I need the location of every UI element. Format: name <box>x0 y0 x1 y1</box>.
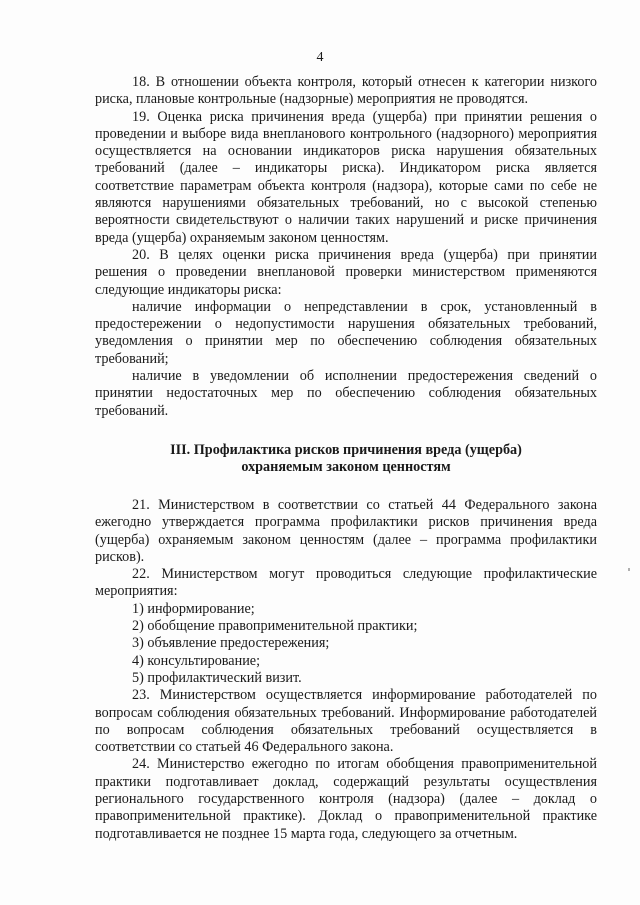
paragraph-22: 22. Министерством могут проводиться следующие профилактические мероприятия: <box>95 566 597 600</box>
measure-item-2: 2) обобщение правоприменительной практики; <box>132 618 418 635</box>
measure-item-4: 4) консультирование; <box>132 652 261 669</box>
paragraph-18: 18. В отношении объекта контроля, который отнесен к категории низкого риска, плановые контрольные (надзорные) мероприятия не проводятся. <box>95 74 597 108</box>
page-number: 4 <box>316 50 324 65</box>
risk-indicator-1: наличие информации о непредставлении в срок, установленный в предостережении о недопустимости нарушения обязательных требований, уведомления о принятии мер по обеспечению соблюдения обязательных требований; <box>95 298 597 367</box>
section-heading <box>95 442 597 477</box>
measure-item-1: 1) информирование; <box>132 600 255 617</box>
section-heading-line-2: охраняемым законом ценностям <box>241 459 451 476</box>
paragraph-20: 20. В целях оценки риска причинения вреда (ущерба) при принятии решения о проведении внеплановой проверки министерством применяются следующие индикаторы риска: <box>95 246 597 298</box>
paragraph-21: 21. Министерством в соответствии со статьей 44 Федерального закона ежегодно утверждается программа профилактики рисков причинения вреда (ущерба) охраняемым законом ценностям (далее – программа профилактики рисков). <box>95 496 597 565</box>
measure-item-3: 3) объявление предостережения; <box>132 635 330 652</box>
section-heading-line-1: III. Профилактика рисков причинения вреда (ущерба) <box>170 441 522 458</box>
paragraph-23: 23. Министерством осуществляется информирование работодателей по вопросам соблюдения обязательных требований. Информирование работодателей по вопросам соблюдения обязательных требований осуществляется в соответствии со статьей 46 Федерального закона. <box>95 687 597 756</box>
risk-indicator-2: наличие в уведомлении об исполнении предостережения сведений о принятии недостаточных мер по обеспечению соблюдения обязательных требований. <box>95 368 597 419</box>
measure-item-5: 5) профилактический визит. <box>132 669 302 686</box>
scan-mark <box>628 568 630 571</box>
paragraph-19: 19. Оценка риска причинения вреда (ущерба) при принятии решения о проведении и выборе вида внепланового контрольного (надзорного) мероприятия осуществляется на основании индикаторов риска нарушения обязательных требований (далее – индикаторы риска). Индикатором риска является соответствие параметрам объекта контроля (надзора), которые сами по себе не являются нарушениями обязательных требований, но с высокой степенью вероятности свидетельствуют о наличии таких нарушений и риске причинения вреда (ущерба) охраняемым законом ценностям. <box>95 108 597 246</box>
paragraph-24: 24. Министерство ежегодно по итогам обобщения правоприменительной практики подготавливает доклад, содержащий результаты осуществления регионального государственного контроля (надзора) (далее – доклад о правоприменительной практике). Доклад о правоприменительной практике подготавливается не позднее 15 марта года, следующего за отчетным. <box>95 756 597 842</box>
document-body <box>95 74 597 843</box>
